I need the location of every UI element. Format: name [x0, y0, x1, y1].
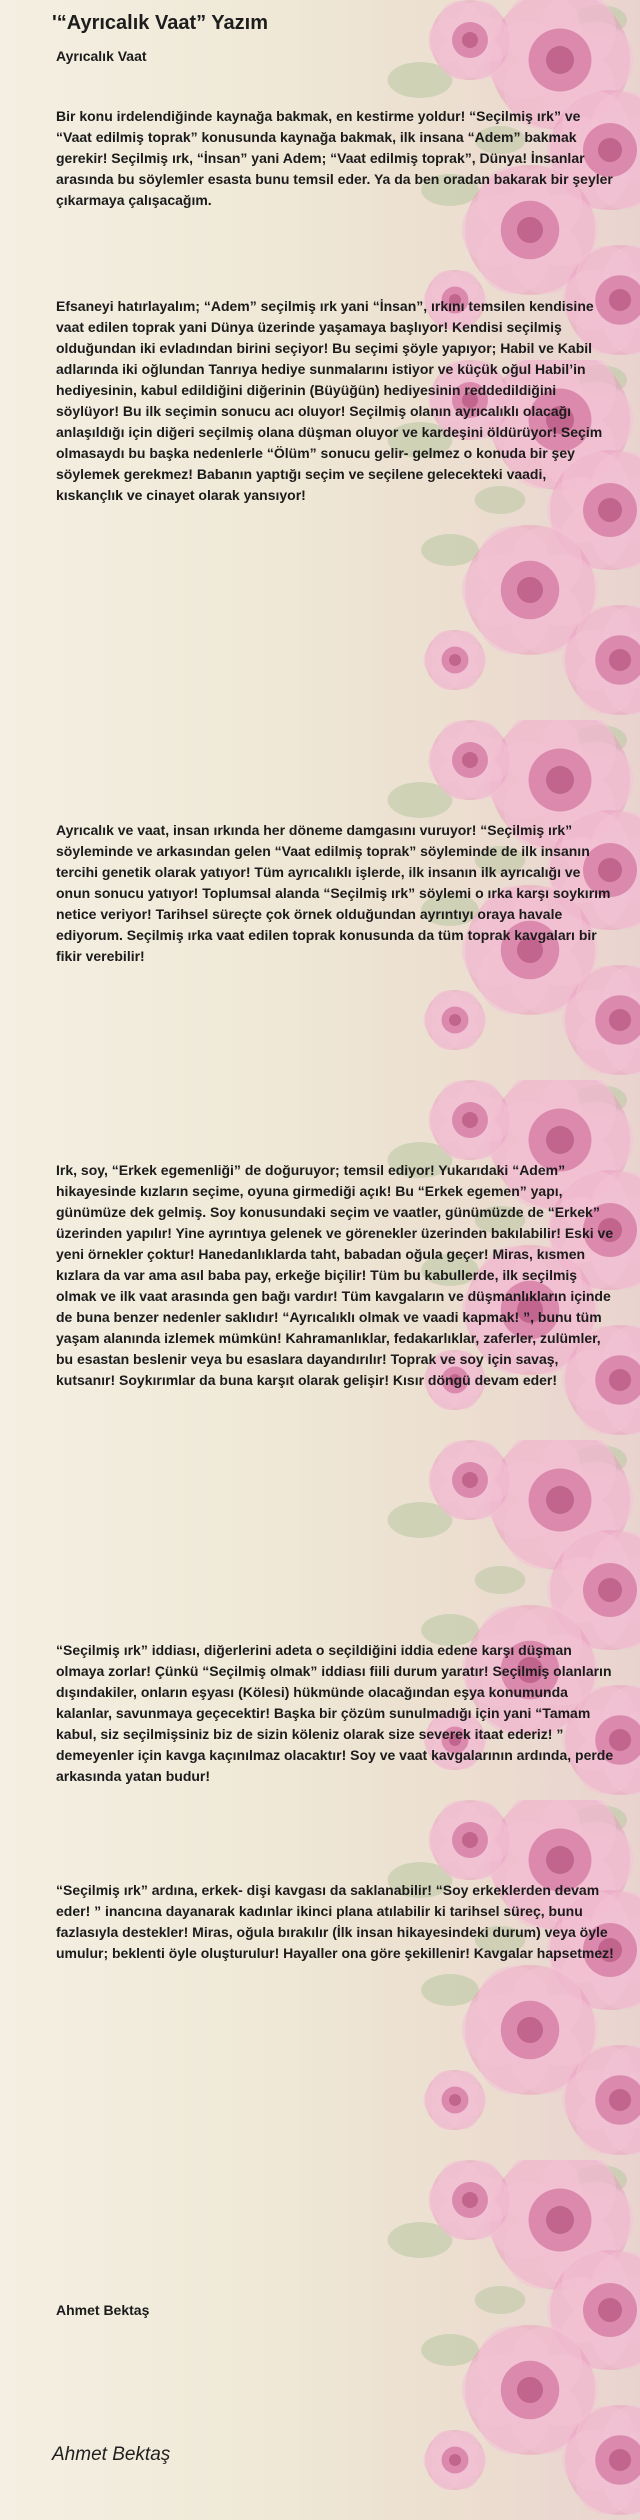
- poem-paragraph: Ayrıcalık ve vaat, insan ırkında her döneme damgasını vuruyor! “Seçilmiş ırk” söyleminde ve arkasından gelen “Vaat edilmiş toprak” söyleminde de ilk insanın tercihi genetik olarak yatıyor! Tüm ayrıcalıklı işlerde, ilk insanın ilk ayrıcalığı ve onun sonucu yatıyor! Toplumsal alanda “Seçilmiş ırk” söylemi o ırka karşı soykırım netice veriyor! Tarihsel süreçte çok örnek olduğundan ayrıntıyı oraya havale ediyorum. Seçilmiş ırka vaat edilen toprak konusunda da tüm toprak kavgaları bir fikir verebilir!: [56, 822, 611, 964]
- background-panel: [0, 2160, 640, 2520]
- poem-paragraph: Bir konu irdelendiğinde kaynağa bakmak, en kestirme yoldur! “Seçilmiş ırk” ve “Vaat edilmiş toprak” konusunda kaynağa bakmak, ilk insana “Adem” bakmak gerekir! Seçilmiş ırk, “İnsan” yani Adem; “Vaat edilmiş toprak”, Dünya! İnsanlar arasında bu söylemler esasta bunu temsil eder. Ya da ben oradan bakarak bir şeyler çıkarmaya çalışacağım.: [56, 108, 613, 208]
- poem-paragraph: Efsaneyi hatırlayalım; “Adem” seçilmiş ırk yani “İnsan”, ırkını temsilen kendisine vaat edilen toprak yani Dünya üzerinde yaşamaya başlıyor! Kendisi seçilmiş olduğundan iki evladından birini seçiyor! Bu seçimi şöyle yapıyor; Habil ve Kabil adlarında iki oğlundan Tanrıya hediye sunmalarını istiyor ve küçük oğul Habil’in hediyesinin, kabul edildiğini diğerinin (Büyüğün) hediyesinin reddedildiğini söylüyor! Bu ilk seçimin sonucu acı oluyor! Seçilmiş olanın ayrıcalıklı olacağı anlaşıldığı için diğeri seçilmiş olana düşman oluyor ve kardeşini öldürüyor! Seçim olmasaydı bu başka nedenlerle “Ölüm” sonucu gelir- gelmez o konuda bir şey söylemek gerekmez! Babanın yaptığı seçim ve seçilene gelecekteki vaadi, kıskançlık ve cinayet olarak yansıyor!: [56, 298, 603, 503]
- poem-author: Ahmet Bektaş: [56, 2302, 150, 2318]
- leaf-shape: [475, 1566, 525, 1594]
- rose-flower: [424, 990, 487, 1050]
- rose-flower: [424, 2430, 487, 2490]
- poem-paragraph: “Seçilmiş ırk” iddiası, diğerlerini adeta o seçildiğini iddia edene karşı düşman olmaya zorlar! Çünkü “Seçilmiş olmak” iddiası fiili durum yaratır! Seçilmiş olanların dışındakiler, onların eşyası (Kölesi) hükmünde olacağından eşya konumunda kalanlar, savunmaya geçecektir! Başka bir çözüm sunulmadığı için yani “Tamam kabul, siz seçilmişsiniz biz de sizin köleniz olarak size severek itaat ederiz! ” demeyenler için kavga kaçınılmaz olacaktır! Soy ve vaat kavgalarının ardında, perde arkasında yatan budur!: [56, 1642, 614, 1784]
- rose-flower: [424, 630, 487, 690]
- poem-paragraph: Irk, soy, “Erkek egemenliği” de doğuruyor; temsil ediyor! Yukarıdaki “Adem” hikayesinde kızların seçime, oyuna girmediği açık! Bu “Erkek egemen” yapı, günümüze dek gelmiş. Soy konusundaki seçim ve vaatler, günümüzde de “Erkek” üzerinden yapılır! Yine ayrıntıya gelenek ve görenekler üzerinden bakılabilir! Eski ve yeni örnekler çoktur! Hanedanlıklarda taht, babadan oğula geçer! Miras, kısmen kızlara da var ama asıl baba pay, erkeğe biçilir! Tüm bu kabullerde, ilk seçilmiş olmak ve ilk vaat arasında gen bağı vardır! Tüm kavgaların ve düşmanlıkların içinde de buna benzer nedenler saklıdır! “Ayrıcalıklı olmak ve vaadi kapmak! ”, bunu tüm yaşam alanında izlemek mümkün! Kahramanlıklar, fedakarlıklar, zaferler, zulümler, bu esastan beslenir veya bu esaslara dayandırılır! Toprak ve soy için savaş, kutsanır! Soykırımlar da buna karşıt olarak gelişir! Kısır döngü devam eder!: [56, 1162, 614, 1388]
- signature-watermark: Ahmet Bektaş: [52, 2444, 171, 2465]
- rose-bouquet-decoration: [0, 2160, 640, 2520]
- poem-title: '“Ayrıcalık Vaat” Yazım: [52, 12, 268, 34]
- background-panel: [0, 1800, 640, 2160]
- rose-bouquet-decoration: [0, 1800, 640, 2160]
- rose-flower: [424, 2070, 487, 2130]
- poem-subtitle: Ayrıcalık Vaat: [56, 48, 147, 64]
- leaf-shape: [421, 2334, 479, 2366]
- leaf-shape: [421, 1974, 479, 2006]
- leaf-shape: [421, 534, 479, 566]
- poem-paragraph: “Seçilmiş ırk” ardına, erkek- dişi kavgası da saklanabilir! “Soy erkeklerden devam eder! ” inancına dayanarak kadınlar ikinci plana atılabilir ki tarihsel süreç, bunu fazlasıyla destekler! Miras, oğula bırakılır (İlk insan hikayesindeki durum) veya öyle umulur; beklenti öyle oluşturulur! Hayaller ona göre şekillenir! Kavgalar hapsetmez!: [56, 1882, 614, 1961]
